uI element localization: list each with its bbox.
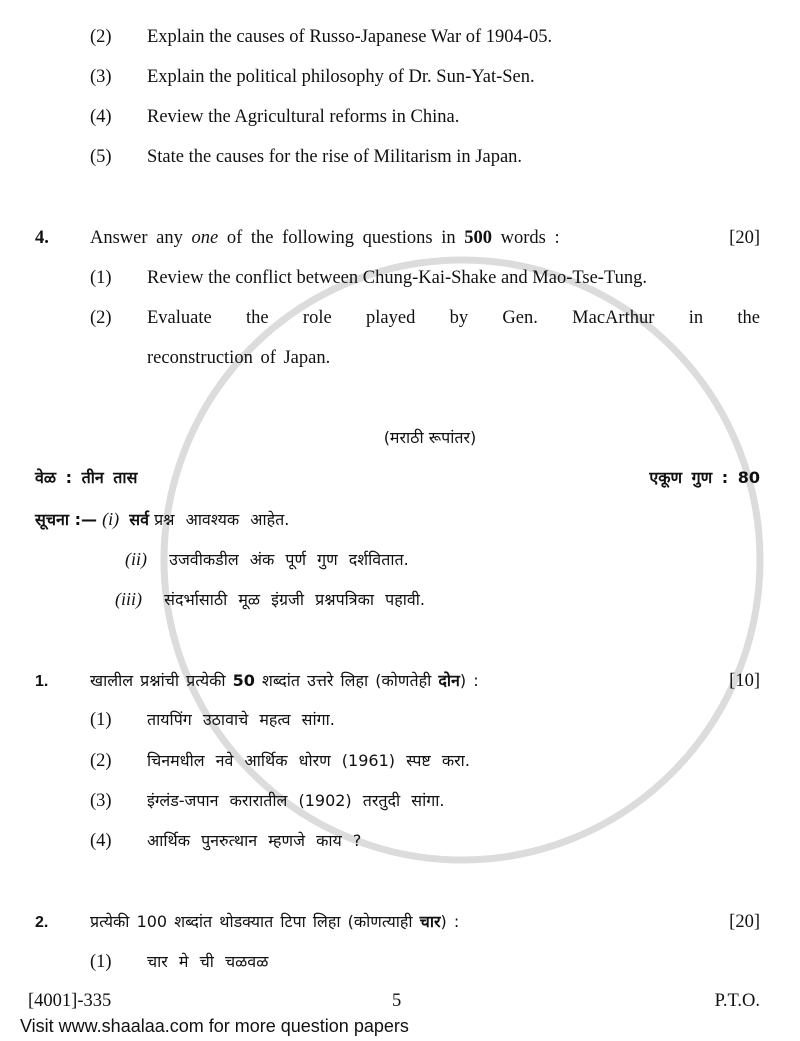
marathi-q1-item: (1) तायपिंग उठावाचे महत्व सांगा. — [90, 710, 335, 730]
visit-link[interactable]: Visit www.shaalaa.com for more question papers — [20, 1016, 409, 1036]
marathi-q2: 2. प्रत्येकी 100 शब्दांत थोडक्यात टिपा लिहा (कोणत्याही चार) : [20] — [35, 912, 760, 932]
marathi-q1-item: (3) इंग्लंड-जपान करारातील (1902) तरतुदी सांगा. — [90, 791, 445, 811]
marathi-q1: 1. खालील प्रश्नांची प्रत्येकी 50 शब्दांत उत्तरे लिहा (कोणतेही दोन) : [10] — [35, 671, 760, 691]
instruction: (ii) उजवीकडील अंक पूर्ण गुण दर्शवितात. — [125, 549, 409, 569]
item-number: (4) — [90, 107, 112, 127]
marks: [10] — [729, 671, 760, 691]
marks: [20] — [729, 912, 760, 932]
item-text: State the causes for the rise of Militarism in Japan. — [147, 147, 523, 167]
marathi-q1-item: (4) आर्थिक पुनरुत्थान म्हणजे काय ? — [90, 831, 362, 851]
q4-item-cont: reconstruction of Japan. — [147, 348, 331, 368]
q3-item — [90, 105, 460, 129]
question-text: Answer any one of the following questions in 500 words : — [90, 228, 560, 248]
instruction: सूचना :— (i) सर्व प्रश्न आवश्यक आहेत. — [35, 509, 290, 529]
q4-item: (1) Review the conflict between Chung-Kai-Shake and Mao-Tse-Tung. — [90, 268, 647, 288]
item-number: (2) — [90, 27, 112, 47]
pto-label: P.T.O. — [714, 991, 760, 1011]
time-label: वेळ : तीन तास — [35, 468, 138, 487]
item-number: (5) — [90, 147, 112, 167]
marathi-q1-item: (2) चिनमधील नवे आर्थिक धोरण (1961) स्पष्ट करा. — [90, 751, 470, 771]
marks: [20] — [729, 228, 760, 248]
instruction: (iii) संदर्भासाठी मूळ इंग्रजी प्रश्नपत्रिका पहावी. — [115, 589, 426, 609]
page-number: 5 — [392, 991, 402, 1011]
q4-item: (2) Evaluate the role played by Gen. MacArthur in the — [90, 308, 760, 328]
question-number: 4. — [35, 228, 49, 248]
total-marks: एकूण गुण : 80 — [649, 468, 760, 487]
q3-item — [90, 145, 523, 169]
marathi-q2-item: (1) चार मे ची चळवळ — [90, 952, 269, 972]
paper-code: [4001]-335 — [28, 991, 112, 1011]
marathi-heading: (मराठी रूपांतर) — [383, 428, 477, 447]
q3-item — [90, 25, 553, 49]
item-text: Review the Agricultural reforms in China. — [147, 107, 460, 127]
item-text: Explain the political philosophy of Dr. Sun-Yat-Sen. — [147, 67, 535, 87]
item-number: (3) — [90, 67, 112, 87]
q3-item — [90, 65, 535, 89]
q4-question — [35, 226, 760, 250]
item-text: Explain the causes of Russo-Japanese War of 1904-05. — [147, 27, 553, 47]
